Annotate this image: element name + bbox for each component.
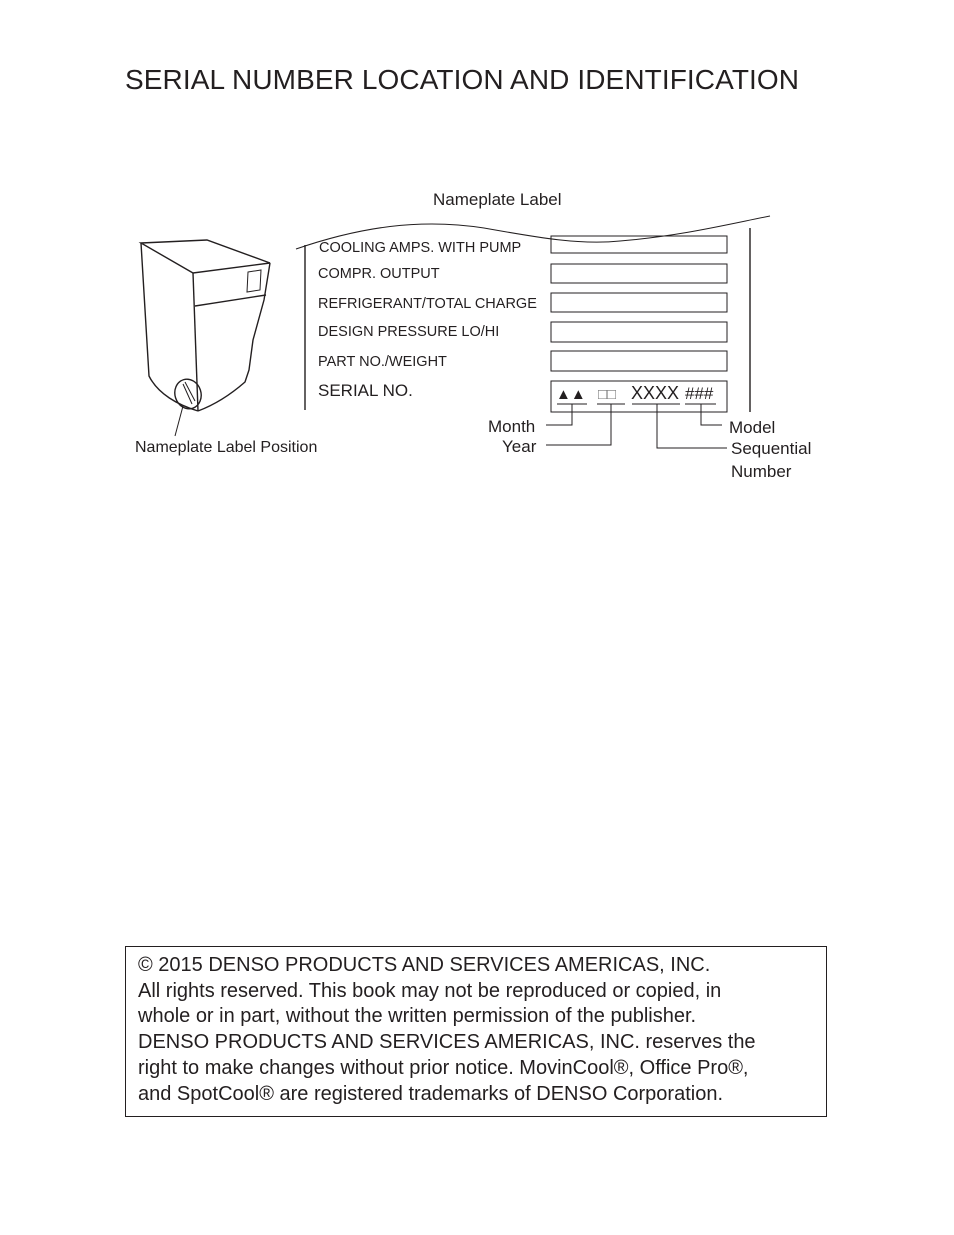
sequence-code: XXXX xyxy=(631,383,680,403)
copyright-line: DENSO PRODUCTS AND SERVICES AMERICAS, INC. reserves the xyxy=(138,1031,756,1054)
serial-no-label: SERIAL NO. xyxy=(318,381,413,400)
month-callout: Month xyxy=(488,417,536,436)
field-value-box xyxy=(551,236,727,253)
copyright-line: right to make changes without prior notice. MovinCool®, Office Pro®, xyxy=(138,1056,749,1079)
field-label: COMPR. OUTPUT xyxy=(318,266,440,282)
nameplate-position-caption: Nameplate Label Position xyxy=(135,439,318,456)
unit-illustration xyxy=(141,240,270,436)
page-title: SERIAL NUMBER LOCATION AND IDENTIFICATION xyxy=(125,64,800,95)
field-value-box xyxy=(551,264,727,283)
month-code: ▲▲ xyxy=(556,386,586,403)
number-callout: Number xyxy=(731,462,792,481)
field-label: DESIGN PRESSURE LO/HI xyxy=(318,324,500,340)
field-label: REFRIGERANT/TOTAL CHARGE xyxy=(318,296,537,312)
field-value-box xyxy=(551,351,727,371)
nameplate-label xyxy=(296,190,770,412)
year-callout: Year xyxy=(502,437,537,456)
field-value-box xyxy=(551,293,727,312)
copyright-notice xyxy=(125,946,827,1117)
field-label: COOLING AMPS. WITH PUMP xyxy=(319,240,522,256)
copyright-line: © 2015 DENSO PRODUCTS AND SERVICES AMERICAS, INC. xyxy=(138,954,711,976)
copyright-line: whole or in part, without the written permission of the publisher. xyxy=(138,1005,697,1028)
field-value-box xyxy=(551,322,727,342)
model-callout: Model xyxy=(729,418,776,437)
serial-number-diagram xyxy=(0,0,954,520)
sequential-callout: Sequential xyxy=(731,439,812,458)
year-code: □□ xyxy=(598,386,617,403)
model-code: ### xyxy=(685,384,714,403)
callout-leaders xyxy=(546,404,727,448)
copyright-line: All rights reserved. This book may not be reproduced or copied, in xyxy=(138,979,722,1002)
field-label: PART NO./WEIGHT xyxy=(318,354,447,370)
copyright-line: and SpotCool® are registered trademarks of DENSO Corporation. xyxy=(138,1082,724,1105)
nameplate-title: Nameplate Label xyxy=(433,190,562,209)
